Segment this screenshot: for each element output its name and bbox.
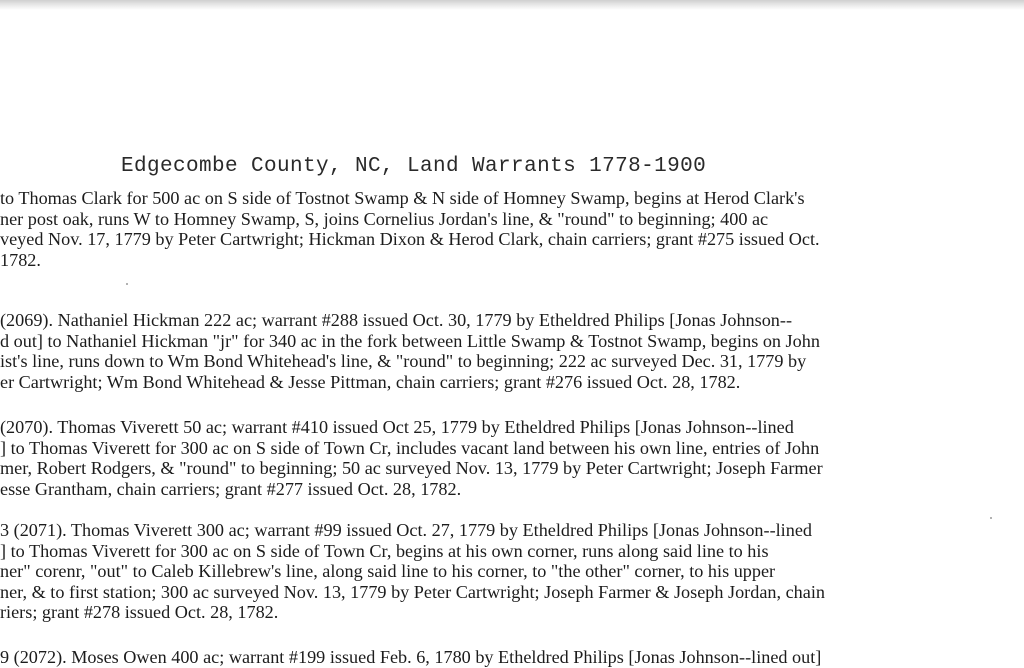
document-title: Edgecombe County, NC, Land Warrants 1778-1900	[121, 155, 707, 178]
entry-line: ner, & to first station; 300 ac surveyed Nov. 13, 1779 by Peter Cartwright; Joseph Farmer & Joseph Jordan, chain	[0, 581, 825, 602]
warrant-entry-2071	[0, 520, 825, 623]
warrant-entry-2070	[0, 417, 823, 499]
entry-line: 3 (2071). Thomas Viverett 300 ac; warrant #99 issued Oct. 27, 1779 by Etheldred Philips [Jonas Johnson--lined	[0, 520, 812, 540]
scan-speck	[126, 283, 128, 285]
entry-line: mer, Robert Rodgers, & "round" to beginning; 50 ac surveyed Nov. 13, 1779 by Peter Cartwright; Joseph Farmer	[0, 458, 823, 479]
entry-line: esse Grantham, chain carriers; grant #277 issued Oct. 28, 1782.	[0, 478, 462, 499]
entry-line: to Thomas Clark for 500 ac on S side of Tostnot Swamp & N side of Homney Swamp, begins at Herod Clark's	[0, 188, 805, 208]
warrant-entry-2069	[0, 310, 820, 392]
entry-line: ] to Thomas Viverett for 300 ac on S side of Town Cr, begins at his own corner, runs along said line to his	[0, 540, 769, 561]
entry-line: veyed Nov. 17, 1779 by Peter Cartwright; Hickman Dixon & Herod Clark, chain carriers; grant #275 issued Oct.	[0, 229, 820, 250]
entry-line: d out] to Nathaniel Hickman "jr" for 340 ac in the fork between Little Swamp & Tostnot Swamp, begins on John	[0, 330, 820, 351]
entry-line: ] to Thomas Viverett for 300 ac on S side of Town Cr, includes vacant land between his own line, entries of John	[0, 437, 820, 458]
entry-line: 9 (2072). Moses Owen 400 ac; warrant #199 issued Feb. 6, 1780 by Etheldred Philips [Jonas Johnson--lined out]	[0, 647, 822, 667]
entry-line: 1782.	[0, 249, 41, 270]
entry-line: ist's line, runs down to Wm Bond Whitehead's line, & "round" to beginning; 222 ac surveyed Dec. 31, 1779 by	[0, 351, 807, 372]
entry-line: ner" corenr, "out" to Caleb Killebrew's line, along said line to his corner, to "the other" corner, to his upper	[0, 561, 776, 582]
entry-line: (2070). Thomas Viverett 50 ac; warrant #410 issued Oct 25, 1779 by Etheldred Philips [Jonas Johnson--lined	[0, 417, 794, 437]
warrant-entry-2072	[0, 647, 821, 668]
entry-line: riers; grant #278 issued Oct. 28, 1782.	[0, 602, 279, 623]
entry-line: er Cartwright; Wm Bond Whitehead & Jesse Pittman, chain carriers; grant #276 issued Oct. 28, 1782.	[0, 371, 741, 392]
warrant-entry-1	[0, 188, 820, 270]
scan-speck	[990, 517, 992, 519]
entry-line: ner post oak, runs W to Homney Swamp, S, joins Cornelius Jordan's line, & "round" to beginning; 400 ac	[0, 208, 769, 229]
entry-line: (2069). Nathaniel Hickman 222 ac; warrant #288 issued Oct. 30, 1779 by Etheldred Philips [Jonas Johnson--	[0, 310, 793, 330]
